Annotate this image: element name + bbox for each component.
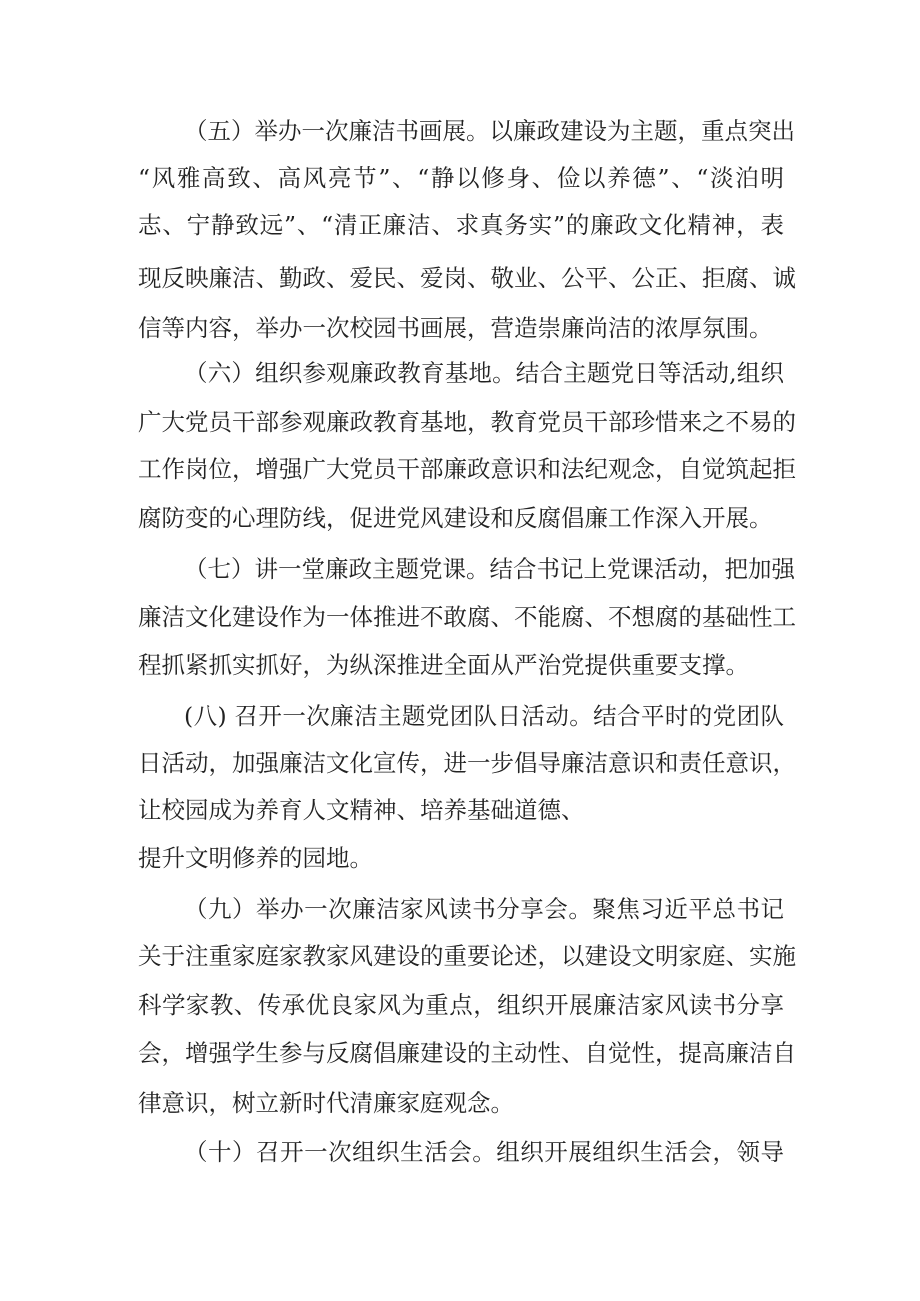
paragraph-line: （十）召开一次组织生活会。组织开展组织生活会，领导 [184, 1138, 784, 1166]
paragraph-line: 律意识，树立新时代清廉家庭观念。 [138, 1089, 514, 1117]
paragraph-line: （九）举办一次廉洁家风读书分享会。聚焦习近平总书记 [184, 895, 784, 923]
paragraph-line: 现反映廉洁、勤政、爱民、爱岗、敬业、公平、公正、拒腐、诚 [138, 264, 796, 292]
paragraph-line: 关于注重家庭家教家风建设的重要论述，以建设文明家庭、实施 [138, 942, 796, 970]
paragraph-line: 廉洁文化建设作为一体推进不敢腐、不能腐、不想腐的基础性工 [138, 603, 796, 631]
paragraph-line: 让校园成为养育人文精神、培养基础道德、 [138, 796, 585, 824]
paragraph-line: “风雅高致、高风亮节”、“静以修身、俭以养德”、“淡泊明 [138, 164, 784, 192]
paragraph-line: 日活动，加强廉洁文化宣传，进一步倡导廉洁意识和责任意识， [138, 749, 796, 777]
paragraph-line: （七）讲一堂廉政主题党课。结合书记上党课活动，把加强 [184, 555, 795, 583]
paragraph-line: 会，增强学生参与反腐倡廉建设的主动性、自觉性，提高廉洁自 [138, 1039, 796, 1067]
paragraph-line: （五）举办一次廉洁书画展。以廉政建设为主题，重点突出 [184, 117, 795, 145]
paragraph-line: 工作岗位，增强广大党员干部廉政意识和法纪观念，自觉筑起拒 [138, 455, 796, 483]
paragraph-line: 提升文明修养的园地。 [138, 844, 373, 872]
paragraph-line: 腐防变的心理防线，促进党风建设和反腐倡廉工作深入开展。 [138, 504, 773, 532]
paragraph-line: （六）组织参观廉政教育基地。结合主题党日等活动,组织 [184, 359, 784, 387]
paragraph-line: 程抓紧抓实抓好，为纵深推进全面从严治党提供重要支撑。 [138, 651, 749, 679]
paragraph-line: 志、宁静致远”、“清正廉洁、求真务实”的廉政文化精神，表 [138, 211, 784, 239]
paragraph-line: (八) 召开一次廉洁主题党团队日活动。结合平时的党团队 [184, 702, 784, 730]
paragraph-line: 信等内容，举办一次校园书画展，营造崇廉尚洁的浓厚氛围。 [138, 314, 773, 342]
paragraph-line: 广大党员干部参观廉政教育基地，教育党员干部珍惜来之不易的 [138, 408, 796, 436]
paragraph-line: 科学家教、传承优良家风为重点，组织开展廉洁家风读书分享 [138, 991, 784, 1019]
